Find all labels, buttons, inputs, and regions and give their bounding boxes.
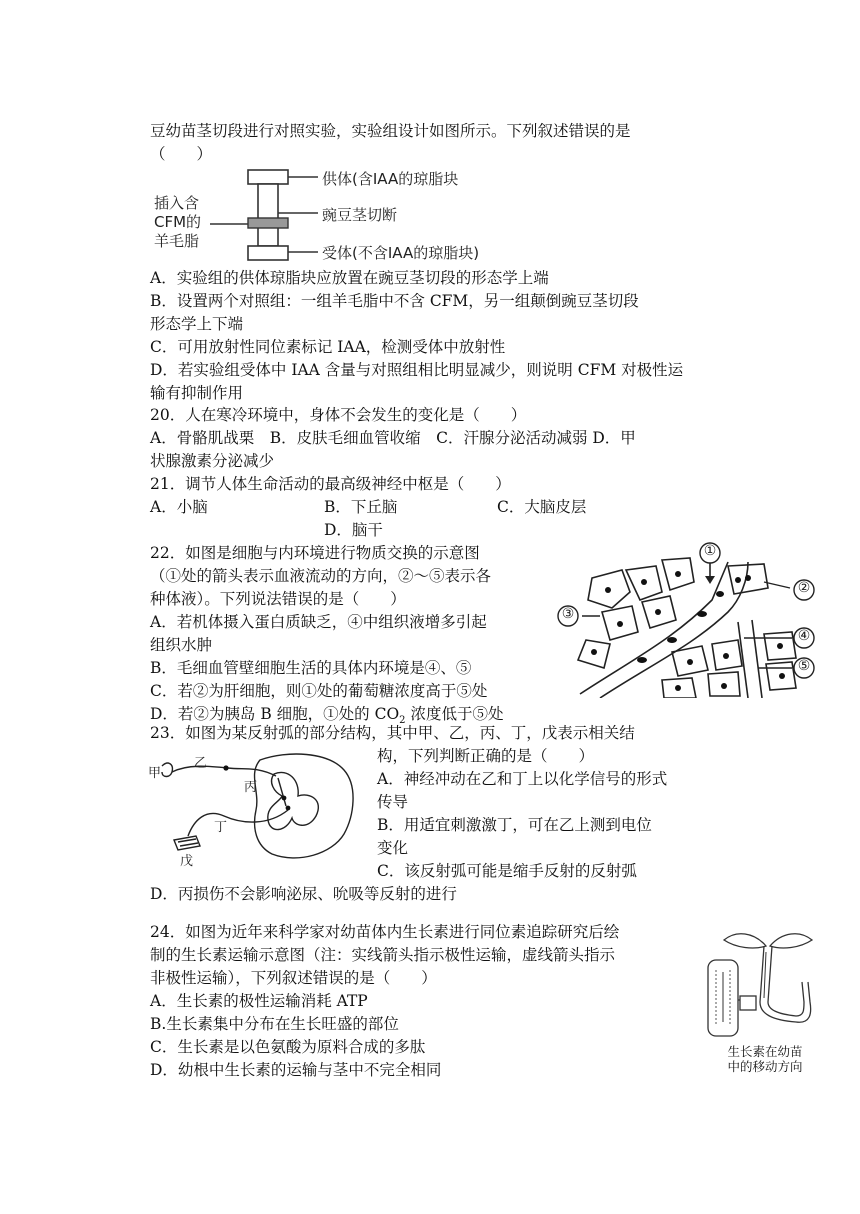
q24-option-a: A．生长素的极性运输消耗 ATP bbox=[150, 992, 368, 1010]
seedling-caption bbox=[700, 1044, 830, 1074]
q22-option-d-sub: 2 bbox=[399, 715, 406, 727]
q23-option-c: C．该反射弧可能是缩手反射的反射弧 bbox=[377, 862, 637, 880]
label-yi: 乙 bbox=[194, 756, 208, 771]
label-wu: 戊 bbox=[180, 854, 194, 869]
reflex-arc-figure bbox=[148, 746, 370, 874]
q20-stem: 20．人在寒冷环境中，身体不会发生的变化是（ ） bbox=[150, 406, 527, 424]
q19-option-a: A．实验组的供体琼脂块应放置在豌豆茎切段的形态学上端 bbox=[150, 269, 549, 287]
donor-label: 供体(含IAA的琼脂块 bbox=[322, 170, 459, 188]
q23-stem-line-2: 构，下列判断正确的是（ ） bbox=[377, 747, 595, 765]
q22-stem-line-2: （①处的箭头表示血液流动的方向，②～⑤表示各 bbox=[150, 567, 492, 585]
q24-option-d: D．幼根中生长素的运输与茎中不完全相同 bbox=[150, 1061, 442, 1079]
q19-option-c: C．可用放射性同位素标记 IAA，检测受体中放射性 bbox=[150, 338, 506, 356]
seedling-caption-line-1: 生长素在幼苗 bbox=[727, 1044, 803, 1059]
q24-stem-line-2: 制的生长素运输示意图（注：实线箭头指示极性运输，虚线箭头指示 bbox=[150, 946, 616, 964]
q24-option-b: B.生长素集中分布在生长旺盛的部位 bbox=[150, 1015, 399, 1033]
label-ding: 丁 bbox=[214, 820, 228, 835]
q24-stem-line-3: 非极性运输），下列叙述错误的是（ ） bbox=[150, 969, 437, 987]
q23-option-a-line-2: 传导 bbox=[377, 793, 409, 811]
cell-exchange-figure bbox=[552, 540, 824, 698]
q23-option-d: D．丙损伤不会影响泌尿、吮吸等反射的进行 bbox=[150, 885, 457, 903]
q22-stem-line-1: 22．如图是细胞与内环境进行物质交换的示意图 bbox=[150, 544, 480, 562]
seedling-caption-line-2: 中的移动方向 bbox=[727, 1059, 803, 1074]
stem-label: 豌豆茎切断 bbox=[322, 206, 398, 224]
receptor-label: 受体(不含IAA的琼脂块) bbox=[322, 244, 480, 262]
q21-option-d: D．脑干 bbox=[324, 521, 383, 539]
marker-3: ③ bbox=[561, 606, 575, 622]
q24-stem-line-1: 24．如图为近年来科学家对幼苗体内生长素进行同位素追踪研究后绘 bbox=[150, 923, 620, 941]
q24-option-c: C．生长素是以色氨酸为原料合成的多肽 bbox=[150, 1038, 426, 1056]
stem-segment-figure bbox=[150, 166, 510, 264]
q23-option-b-line-1: B．用适宜刺激激丁，可在乙上测到电位 bbox=[377, 816, 652, 834]
q19-option-b-line-1: B．设置两个对照组：一组羊毛脂中不含 CFM，另一组颠倒豌豆茎切段 bbox=[150, 292, 639, 310]
q23-stem-line-1: 23．如图为某反射弧的部分结构，其中甲、乙，丙、丁，戊表示相关结 bbox=[150, 724, 635, 742]
q22-stem-line-3: 种体液）。下列说法错误的是（ ） bbox=[150, 590, 406, 608]
q21-option-a: A．小脑 bbox=[150, 498, 208, 516]
q22-option-d-pre: D．若②为胰岛 B 细胞，①处的 CO bbox=[150, 705, 400, 723]
q21-stem: 21．调节人体生命活动的最高级神经中枢是（ ） bbox=[150, 475, 511, 493]
q22-option-a-line-1: A．若机体摄入蛋白质缺乏，④中组织液增多引起 bbox=[150, 613, 487, 631]
q21-option-b: B．下丘脑 bbox=[324, 498, 398, 516]
q23-option-b-line-2: 变化 bbox=[377, 839, 409, 857]
q22-option-a-line-2: 组织水肿 bbox=[150, 636, 213, 654]
marker-4: ④ bbox=[797, 628, 811, 644]
intro-line-2: （ ） bbox=[150, 145, 213, 163]
q22-option-c: C．若②为肝细胞，则①处的葡萄糖浓度高于⑤处 bbox=[150, 682, 488, 700]
insert-label-line-1: 插入含 bbox=[154, 194, 200, 212]
cell-exchange-diagram bbox=[552, 540, 824, 698]
q20-options-line-2: 状腺激素分泌减少 bbox=[150, 452, 275, 470]
marker-5: ⑤ bbox=[797, 658, 811, 674]
q23-option-a-line-1: A．神经冲动在乙和丁上以化学信号的形式 bbox=[377, 770, 668, 788]
q22-option-d-post: 浓度低于⑤处 bbox=[405, 705, 504, 723]
seedling-diagram bbox=[700, 922, 830, 1040]
marker-2: ② bbox=[797, 580, 811, 596]
insert-label-line-2: CFM的 bbox=[154, 213, 202, 231]
intro-line-1: 豆幼苗茎切段进行对照实验，实验组设计如图所示。下列叙述错误的是 bbox=[150, 122, 631, 140]
marker-1: ① bbox=[703, 543, 717, 559]
auxin-seedling-figure bbox=[700, 922, 830, 1078]
q19-option-b-line-2: 形态学上下端 bbox=[150, 315, 244, 333]
q22-option-b: B．毛细血管壁细胞生活的具体内环境是④、⑤ bbox=[150, 659, 472, 677]
q20-options-line-1: A．骨骼肌战栗 B．皮肤毛细血管收缩 C．汗腺分泌活动减弱 D．甲 bbox=[150, 429, 636, 447]
q19-option-d-line-1: D．若实验组受体中 IAA 含量与对照组相比明显减少，则说明 CFM 对极性运 bbox=[150, 361, 684, 379]
q19-option-d-line-2: 输有抑制作用 bbox=[150, 384, 244, 402]
q21-option-c: C．大脑皮层 bbox=[497, 498, 587, 516]
label-jia: 甲 bbox=[148, 766, 162, 781]
insert-label-line-3: 羊毛脂 bbox=[154, 232, 200, 250]
label-bing: 丙 bbox=[244, 780, 258, 795]
insert-label bbox=[154, 194, 201, 251]
